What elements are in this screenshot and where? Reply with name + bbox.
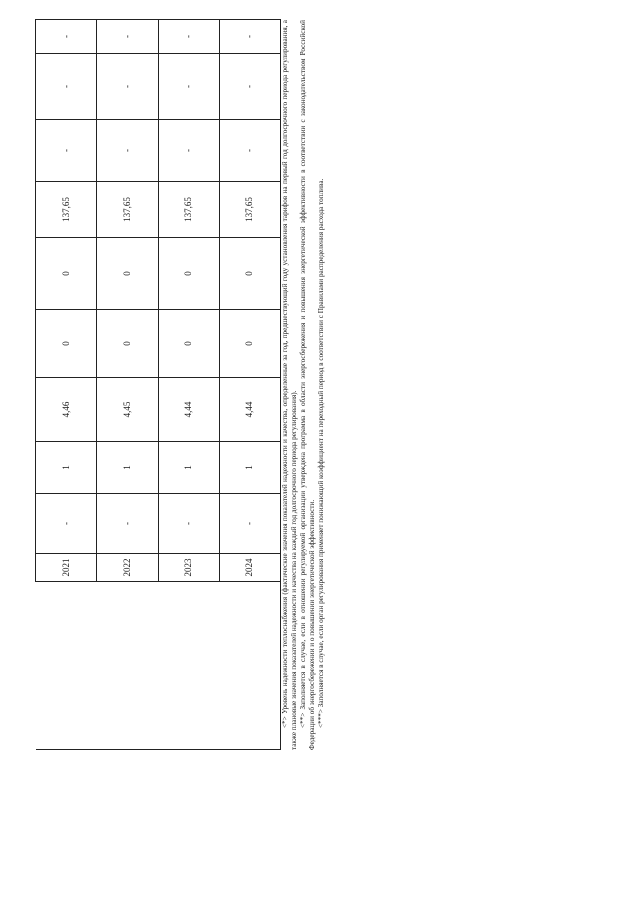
value-cell: 0: [219, 238, 280, 310]
year-cell: 2024: [219, 554, 280, 582]
value-cell: 4,44: [158, 378, 219, 442]
value-cell: 1: [158, 442, 219, 494]
value-cell: 4,46: [36, 378, 97, 442]
value-cell: 1: [97, 442, 158, 494]
footnote-3: <***> Заполняется в случае, если орган регулирования применяет понижающий коэффициент на переходный период в соответствии с Правилами распределения расхода топлива.: [317, 178, 325, 728]
value-cell: 137,65: [97, 182, 158, 238]
value-cell: -: [219, 54, 280, 120]
value-cell: 0: [158, 238, 219, 310]
value-cell: -: [97, 54, 158, 120]
value-cell: -: [158, 494, 219, 554]
value-cell: -: [36, 120, 97, 182]
rotated-page-content: [35, 20, 325, 750]
value-cell: -: [97, 20, 158, 54]
value-cell: 137,65: [219, 182, 280, 238]
value-cell: 4,45: [97, 378, 158, 442]
footnote-2: <**> Заполняется в случае, если в отношении регулируемой организации утверждена программа в области энергосбережения и повышения энергетической эффективности в соответствии с законодательством Российской Федерации об энергосбережении и о повышении энергетической эффективности.: [299, 20, 316, 750]
value-cell: 0: [36, 238, 97, 310]
indicator-table: [35, 19, 281, 750]
value-cell: -: [97, 494, 158, 554]
value-cell: -: [158, 20, 219, 54]
value-cell: -: [158, 120, 219, 182]
year-cell: 2023: [158, 554, 219, 582]
footnote-1: <*> Уровень надежности теплоснабжения (фактические значения показателей надежности и качества, определенные за год, предшествующий году установления тарифов на первый год долгосрочного периода регулирования, а также плановые значения показателей надежности и качества на каждый год долгосрочного периода регулирования).: [281, 20, 298, 750]
value-cell: 0: [97, 310, 158, 378]
value-cell: -: [36, 494, 97, 554]
value-cell: 1: [219, 442, 280, 494]
value-cell: -: [219, 20, 280, 54]
value-cell: -: [36, 54, 97, 120]
year-cell: 2021: [36, 554, 97, 582]
label-column-cell: [36, 582, 281, 750]
value-cell: 0: [36, 310, 97, 378]
value-cell: -: [97, 120, 158, 182]
value-cell: 0: [219, 310, 280, 378]
footnotes: [281, 20, 326, 750]
value-cell: -: [158, 54, 219, 120]
year-cell: 2022: [97, 554, 158, 582]
value-cell: -: [219, 120, 280, 182]
value-cell: 0: [158, 310, 219, 378]
value-cell: 0: [97, 238, 158, 310]
value-cell: 4,44: [219, 378, 280, 442]
value-cell: -: [36, 20, 97, 54]
value-cell: 1: [36, 442, 97, 494]
value-cell: 137,65: [158, 182, 219, 238]
value-cell: -: [219, 494, 280, 554]
table-row: [36, 20, 97, 750]
value-cell: 137,65: [36, 182, 97, 238]
